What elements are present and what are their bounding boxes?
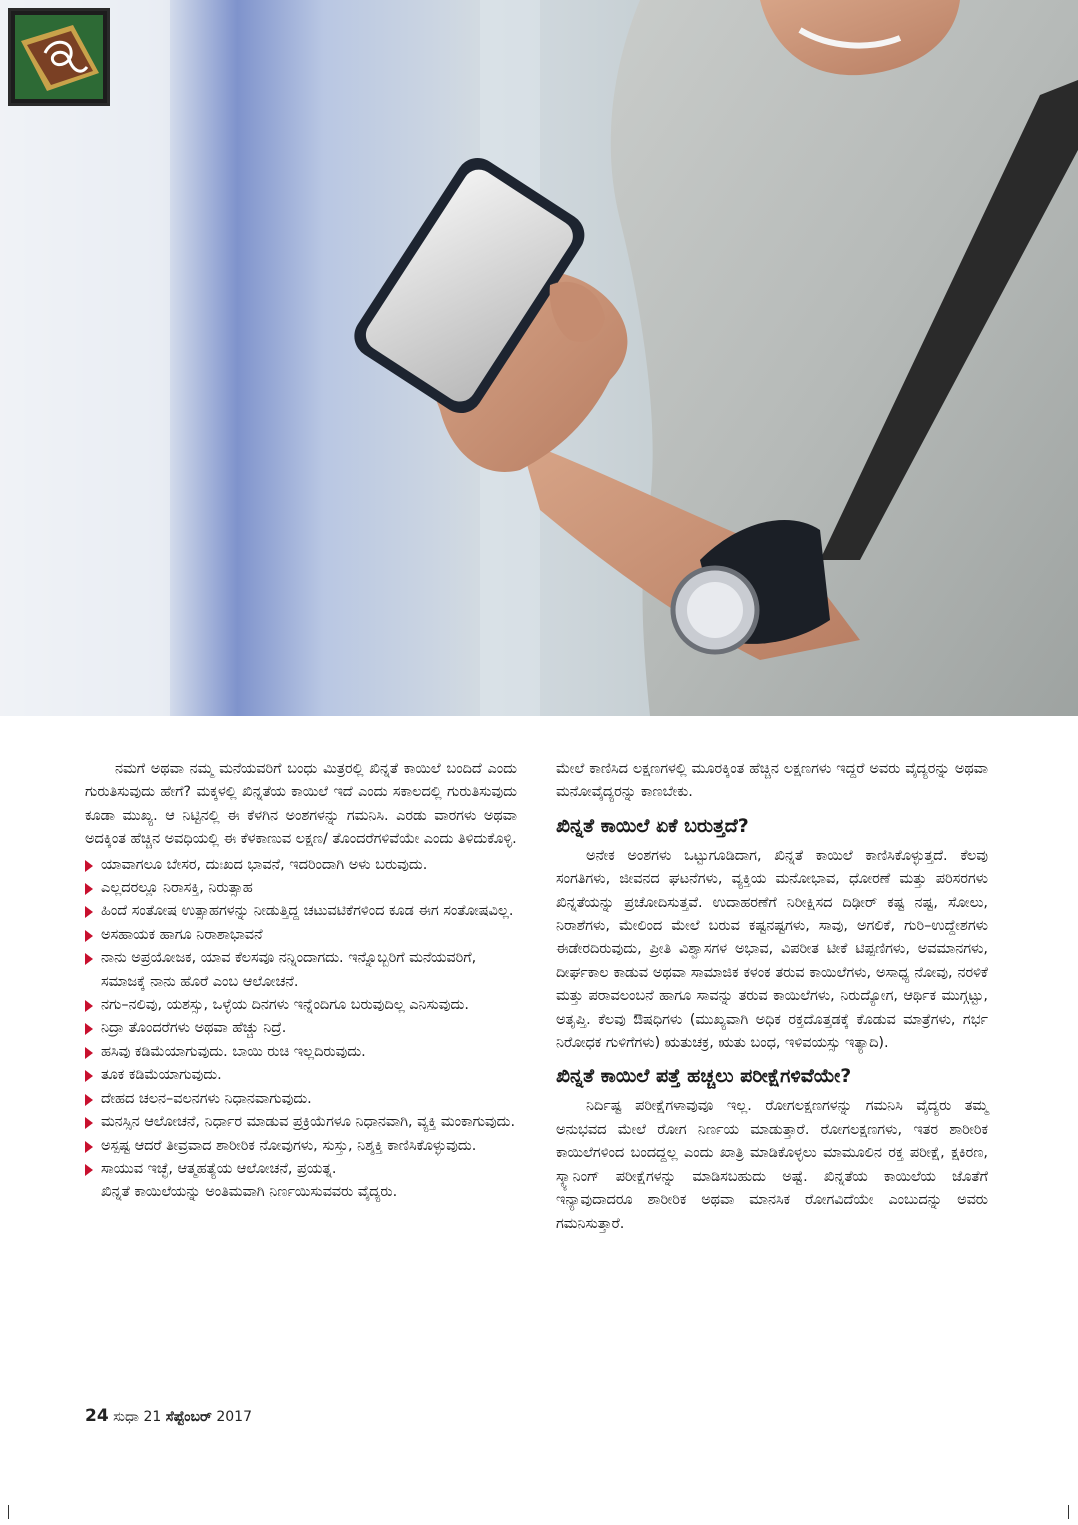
bullet-triangle-icon [85,1047,93,1059]
page-number: 24 [85,1406,109,1426]
bullet-triangle-icon [85,883,93,895]
hero-photo [0,0,1078,716]
woman-with-smartphone-illustration [0,0,1078,716]
bullet-triangle-icon [85,1000,93,1012]
crop-mark [8,1505,9,1519]
list-item: ದೇಹದ ಚಲನ–ವಲನಗಳು ನಿಧಾನವಾಗುವುದು. [85,1088,517,1111]
issue-month: ಸೆಪ್ಟೆಂಬರ್ [165,1409,212,1425]
left-column [85,758,517,1205]
bullet-triangle-icon [85,1070,93,1082]
list-item: ತೂಕ ಕಡಿಮೆಯಾಗುವುದು. [85,1064,517,1087]
bullet-triangle-icon [85,930,93,942]
list-item: ಯಾವಾಗಲೂ ಬೇಸರ, ದುಃಖದ ಭಾವನೆ, ಇದರಿಂದಾಗಿ ಅಳು ಬರುವುದು. [85,854,517,877]
section-heading-causes: ಖಿನ್ನತೆ ಕಾಯಿಲೆ ಏಕೆ ಬರುತ್ತದೆ? [556,814,749,837]
bullet-triangle-icon [85,1094,93,1106]
causes-paragraph: ಅನೇಕ ಅಂಶಗಳು ಒಟ್ಟುಗೂಡಿದಾಗ, ಖಿನ್ನತೆ ಕಾಯಿಲೆ ಕಾಣಿಸಿಕೊಳ್ಳುತ್ತದೆ. ಕೆಲವು ಸಂಗತಿಗಳು, ಜೀವನದ ಘಟನೆಗಳು, ವ್ಯಕ್ತಿಯ ಮನೋಭಾವ, ಧೋರಣೆ ಮತ್ತು ಪರಿಸರಗಳು ಖಿನ್ನತೆಯನ್ನು ಪ್ರಚೋದಿಸುತ್ತವೆ. ಉದಾಹರಣೆಗೆ ನಿರೀಕ್ಷಿಸದ ದಿಢೀರ್ ಕಷ್ಟ ನಷ್ಟ, ಸೋಲು, ನಿರಾಶೆಗಳು, ಮೇಲಿಂದ ಮೇಲೆ ಬರುವ ಕಷ್ಟನಷ್ಟಗಳು, ಸಾವು, ಅಗಲಿಕೆ, ಗುರಿ–ಉದ್ದೇಶಗಳು ಈಡೇರದಿರುವುದು, ಪ್ರೀತಿ ವಿಶ್ವಾಸಗಳ ಅಭಾವ, ವಿಪರೀತ ಟೀಕೆ ಟಿಪ್ಪಣಿಗಳು, ಅವಮಾನಗಳು, ದೀರ್ಘಕಾಲ ಕಾಡುವ ಅಥವಾ ಸಾಮಾಜಿಕ ಕಳಂಕ ತರುವ ಕಾಯಿಲೆಗಳು, ಅಸಾಧ್ಯ ನೋವು, ನರಳಿಕೆ ಮತ್ತು ಪರಾವಲಂಬನೆ ಹಾಗೂ ಸಾವನ್ನು ತರುವ ಕಾಯಿಲೆಗಳು, ನಿರುದ್ಯೋಗ, ಆರ್ಥಿಕ ಮುಗ್ಗಟ್ಟು, ಅತೃಪ್ತಿ. ಕೆಲವು ಔಷಧಿಗಳು (ಮುಖ್ಯವಾಗಿ ಅಧಿಕ ರಕ್ತದೊತ್ತಡಕ್ಕೆ ಕೊಡುವ ಮಾತ್ರೆಗಳು, ಗರ್ಭ ನಿರೋಧಕ ಗುಳಿಗೆಗಳು) ಋತುಚಕ್ರ, ಋತು ಬಂಧ, ಇಳಿವಯಸ್ಸು ಇತ್ಯಾದಿ). [556,847,988,1052]
list-item: ಸಾಯುವ ಇಚ್ಛೆ, ಆತ್ಮಹತ್ಯೆಯ ಆಲೋಚನೆ, ಪ್ರಯತ್ನ. [85,1158,517,1181]
list-item: ಅಸ್ಪಷ್ಟ ಆದರೆ ತೀವ್ರವಾದ ಶಾರೀರಿಕ ನೋವುಗಳು, ಸುಸ್ತು, ನಿಶ್ಶಕ್ತಿ ಕಾಣಿಸಿಕೊಳ್ಳುವುದು. [85,1135,517,1158]
bullet-triangle-icon [85,953,93,965]
intro-paragraph: ನಮಗೆ ಅಥವಾ ನಮ್ಮ ಮನೆಯವರಿಗೆ ಬಂಧು ಮಿತ್ರರಲ್ಲಿ ಖಿನ್ನತೆ ಕಾಯಿಲೆ ಬಂದಿದೆ ಎಂದು ಗುರುತಿಸುವುದು ಹೇಗೆ? ಮಕ್ಕಳಲ್ಲಿ ಖಿನ್ನತೆಯ ಕಾಯಿಲೆ ಇದೆ ಎಂದು ಸಕಾಲದಲ್ಲಿ ಗುರುತಿಸುವುದು ಕೂಡಾ ಮುಖ್ಯ. ಆ ನಿಟ್ಟಿನಲ್ಲಿ ಈ ಕೆಳಗಿನ ಅಂಶಗಳನ್ನು ಗಮನಿಸಿ. ಎರಡು ವಾರಗಳು ಅಥವಾ ಅದಕ್ಕಿಂತ ಹೆಚ್ಚಿನ ಅವಧಿಯಲ್ಲಿ ಈ ಕೆಳಕಾಣುವ ಲಕ್ಷಣ/ ತೊಂದರೆಗಳಿವೆಯೇ ಎಂದು ತಿಳಿದುಕೊಳ್ಳಿ. [85,761,517,848]
issue-day: 21 [143,1409,162,1425]
magazine-section-logo [8,8,110,106]
closing-line: ಖಿನ್ನತೆ ಕಾಯಿಲೆಯನ್ನು ಅಂತಿಮವಾಗಿ ನಿರ್ಣಯಿಸುವವರು ವೈದ್ಯರು. [101,1184,398,1201]
section-heading-tests: ಖಿನ್ನತೆ ಕಾಯಿಲೆ ಪತ್ತೆ ಹಚ್ಚಲು ಪರೀಕ್ಷೆಗಳಿವೆಯೇ? [556,1065,852,1088]
bullet-triangle-icon [85,860,93,872]
list-item: ಹಿಂದೆ ಸಂತೋಷ ಉತ್ಸಾಹಗಳನ್ನು ನೀಡುತ್ತಿದ್ದ ಚಟುವಟಿಕೆಗಳಿಂದ ಕೂಡ ಈಗ ಸಂತೋಷವಿಲ್ಲ. [85,900,517,923]
right-column [556,758,988,1236]
list-item: ಮನಸ್ಸಿನ ಆಲೋಚನೆ, ನಿರ್ಧಾರ ಮಾಡುವ ಪ್ರಕ್ರಿಯೆಗಳೂ ನಿಧಾನವಾಗಿ, ವ್ಯಕ್ತಿ ಮಂಕಾಗುವುದು. [85,1111,517,1134]
magazine-name: ಸುಧಾ [113,1409,139,1425]
list-item: ಹಸಿವು ಕಡಿಮೆಯಾಗುವುದು. ಬಾಯಿ ರುಚಿ ಇಲ್ಲದಿರುವುದು. [85,1041,517,1064]
tests-paragraph: ನಿರ್ದಿಷ್ಟ ಪರೀಕ್ಷೆಗಳಾವುವೂ ಇಲ್ಲ. ರೋಗಲಕ್ಷಣಗಳನ್ನು ಗಮನಿಸಿ ವೈದ್ಯರು ತಮ್ಮ ಅನುಭವದ ಮೇಲೆ ರೋಗ ನಿರ್ಣಯ ಮಾಡುತ್ತಾರೆ. ರೋಗಲಕ್ಷಣಗಳು, ಇತರ ಶಾರೀರಿಕ ಕಾಯಿಲೆಗಳಿಂದ ಬಂದದ್ದಲ್ಲ ಎಂದು ಖಾತ್ರಿ ಮಾಡಿಕೊಳ್ಳಲು ಮಾಮೂಲಿನ ರಕ್ತ ಪರೀಕ್ಷೆ, ಕ್ಷಕಿರಣ, ಸ್ಕ್ಯಾನಿಂಗ್ ಪರೀಕ್ಷೆಗಳನ್ನು ಮಾಡಿಸಬಹುದು ಅಷ್ಟೆ. ಖಿನ್ನತೆಯ ಕಾಯಿಲೆಯ ಜೊತೆಗೆ ಇನ್ಯಾವುದಾದರೂ ಶಾರೀರಿಕ ಅಥವಾ ಮಾನಸಿಕ ರೋಗವಿದೆಯೇ ಎಂಬುದನ್ನು ಅವರು ಗಮನಿಸುತ್ತಾರೆ. [556,1098,988,1232]
bullet-triangle-icon [85,1023,93,1035]
crop-mark [1068,1505,1069,1519]
page-footer [85,1406,252,1426]
list-item: ನಾನು ಅಪ್ರಯೋಜಕ, ಯಾವ ಕೆಲಸವೂ ನನ್ನಿಂದಾಗದು. ಇನ್ನೊಬ್ಬರಿಗೆ ಮನೆಯವರಿಗೆ, ಸಮಾಜಕ್ಕೆ ನಾನು ಹೊರೆ ಎಂಬ ಆಲೋಚನೆ. [85,947,517,994]
list-item: ಎಲ್ಲದರಲ್ಲೂ ನಿರಾಸಕ್ತಿ, ನಿರುತ್ಸಾಹ [85,877,517,900]
continuation-paragraph: ಮೇಲೆ ಕಾಣಿಸಿದ ಲಕ್ಷಣಗಳಲ್ಲಿ ಮೂರಕ್ಕಿಂತ ಹೆಚ್ಚಿನ ಲಕ್ಷಣಗಳು ಇದ್ದರೆ ಅವರು ವೈದ್ಯರನ್ನು ಅಥವಾ ಮನೋವೈದ್ಯರನ್ನು ಕಾಣಬೇಕು. [556,761,988,801]
list-item: ಅಸಹಾಯಕ ಹಾಗೂ ನಿರಾಶಾಭಾವನೆ [85,924,517,947]
issue-year: 2017 [216,1409,252,1425]
list-item: ನಗು–ನಲಿವು, ಯಶಸ್ಸು, ಒಳ್ಳೆಯ ದಿನಗಳು ಇನ್ನೆಂದಿಗೂ ಬರುವುದಿಲ್ಲ ಎನಿಸುವುದು. [85,994,517,1017]
bullet-triangle-icon [85,1164,93,1176]
list-item: ನಿದ್ರಾ ತೊಂದರೆಗಳು ಅಥವಾ ಹೆಚ್ಚು ನಿದ್ರೆ. [85,1017,517,1040]
bullet-triangle-icon [85,1117,93,1129]
bullet-triangle-icon [85,906,93,918]
bullet-triangle-icon [85,1141,93,1153]
symptom-list [85,854,517,1182]
